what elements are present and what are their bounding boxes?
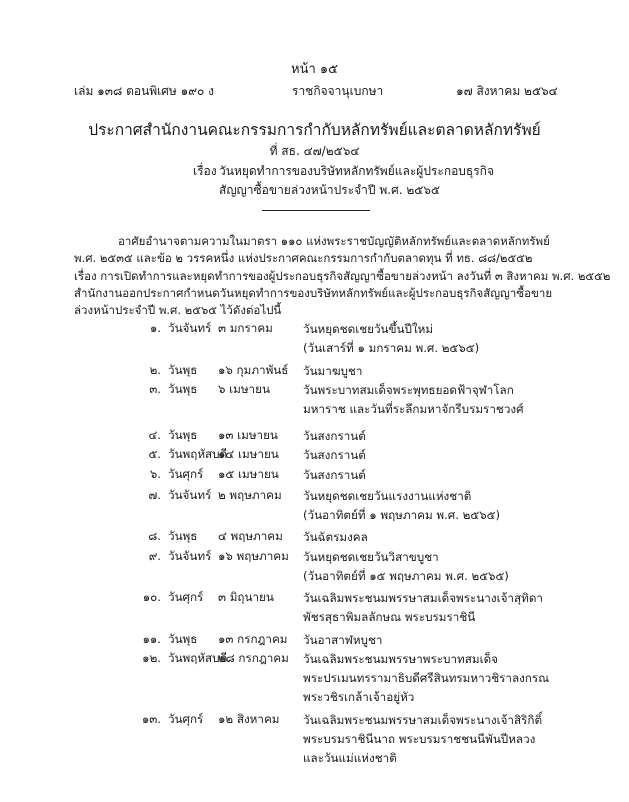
holiday-date: ๑๒ สิงหาคม: [218, 712, 280, 726]
holiday-name: [303, 528, 368, 547]
holiday-name-line: วันสงกรานต์: [303, 468, 366, 482]
holiday-date: ๒๘ กรกฎาคม: [218, 651, 289, 665]
subject-line-1: วันหยุดทำการของบริษัทหลักทรัพย์และผู้ประกอบธุรกิจ: [219, 164, 494, 178]
holiday-number: ๘.: [148, 529, 161, 543]
paragraph-line: สำนักงานออกประกาศกำหนดวันหยุดทำการของบริษัทหลักทรัพย์และผู้ประกอบธุรกิจสัญญาซื้อขาย: [74, 285, 553, 300]
holiday-date: ๔ พฤษภาคม: [218, 529, 283, 543]
gazette-date: ๑๗ สิงหาคม ๒๕๖๔: [456, 84, 558, 98]
holiday-date: ๓ มกราคม: [218, 321, 273, 335]
holiday-name: [303, 320, 479, 358]
holiday-name-line: วันฉัตรมงคล: [303, 530, 368, 544]
holiday-date: ๑๓ เมษายน: [218, 428, 278, 442]
holiday-weekday: วันจันทร์: [168, 321, 212, 335]
holiday-number: ๗.: [148, 488, 161, 502]
holiday-name-line: วันหยุดชดเชยวันขึ้นปีใหม่: [303, 322, 434, 336]
holiday-number: ๑๒.: [142, 651, 161, 665]
holiday-name-line: มหาราช และวันที่ระลึกมหาจักรีบรมราชวงศ์: [303, 402, 524, 416]
holiday-date: ๑๓ กรกฎาคม: [218, 632, 288, 646]
holiday-name-line: (วันเสาร์ที่ ๑ มกราคม พ.ศ. ๒๕๖๕): [303, 341, 480, 355]
holiday-weekday: วันศุกร์: [168, 712, 204, 726]
holiday-name: [303, 466, 366, 485]
holiday-weekday: วันพุธ: [168, 428, 198, 442]
subject-block: [193, 162, 494, 200]
holiday-weekday: วันพุธ: [168, 632, 198, 646]
holiday-name: [303, 362, 362, 381]
paragraph-line: ล่วงหน้าประจำปี พ.ศ. ๒๕๖๕ ไว้ดังต่อไปนี้: [74, 303, 282, 318]
holiday-number: ๓.: [149, 382, 161, 396]
holiday-number: ๑๑.: [142, 632, 161, 646]
document-number: ที่ สธ. ๔๗/๒๕๖๔: [269, 144, 360, 158]
holiday-number: ๙.: [148, 549, 161, 563]
holiday-weekday: วันพฤหัสบดี: [168, 447, 228, 461]
paragraph-line: อาศัยอำนาจตามความในมาตรา ๑๑๐ แห่งพระราชบัญญัติหลักทรัพย์และตลาดหลักทรัพย์: [118, 234, 550, 248]
holiday-name-line: พัชรสุธาพิมลลักษณ พระบรมราชินี: [303, 610, 476, 624]
holiday-name-line: วันหยุดชดเชยวันวิสาขบูชา: [303, 550, 439, 564]
holiday-name-line: พระปรเมนทรรามาธิบดีศรีสินทรมหาวชิราลงกรณ: [303, 671, 550, 685]
preamble-paragraph: [74, 233, 611, 319]
holiday-name-line: พระบรมราชินีนาถ พระบรมราชชนนีพันปีหลวง: [303, 732, 536, 746]
paragraph-line: พ.ศ. ๒๕๓๕ และข้อ ๒ วรรคหนึ่ง แห่งประกาศคณะกรรมการกำกับตลาดทุน ที่ ทธ. ๘๘/๒๕๕๒: [74, 251, 533, 266]
holiday-name: [303, 711, 542, 768]
holiday-date: ๖ เมษายน: [218, 382, 270, 396]
holiday-number: ๑.: [149, 321, 161, 335]
holiday-name-line: วันเฉลิมพระชนมพรรษาสมเด็จพระนางเจ้าสิริกิติ์: [303, 713, 543, 727]
holiday-name: [303, 487, 500, 525]
holiday-name-line: วันสงกรานต์: [303, 429, 366, 443]
holiday-name-line: พระวชิรเกล้าเจ้าอยู่หัว: [303, 690, 415, 704]
holiday-number: ๔.: [148, 428, 161, 442]
holiday-weekday: วันพุธ: [168, 382, 198, 396]
holiday-date: ๑๔ เมษายน: [218, 447, 279, 461]
holiday-name: [303, 589, 543, 627]
holiday-name-line: วันหยุดชดเชยวันแรงงานแห่งชาติ: [303, 489, 472, 503]
holiday-name: [303, 427, 366, 446]
holiday-weekday: วันพุธ: [168, 529, 198, 543]
subject-line-2: สัญญาซื้อขายล่วงหน้าประจำปี พ.ศ. ๒๕๖๕: [219, 183, 441, 197]
holiday-name: [303, 446, 366, 465]
holiday-date: ๑๖ กุมภาพันธ์: [218, 363, 289, 377]
announcement-title: ประกาศสำนักงานคณะกรรมการกำกับหลักทรัพย์และตลาดหลักทรัพย์: [88, 121, 541, 139]
holiday-name-line: (วันอาทิตย์ที่ ๑๕ พฤษภาคม พ.ศ. ๒๕๖๕): [303, 569, 509, 583]
gazette-volume: เล่ม ๑๓๘ ตอนพิเศษ ๑๙๐ ง: [74, 84, 215, 98]
holiday-name-line: วันเฉลิมพระชนมพรรษาสมเด็จพระนางเจ้าสุทิดา: [303, 591, 543, 605]
holiday-number: ๑๐.: [142, 590, 161, 604]
holiday-weekday: วันพฤหัสบดี: [168, 651, 228, 665]
gazette-name: ราชกิจจานุเบกษา: [292, 84, 384, 98]
holiday-name: [303, 631, 382, 650]
title-divider: [262, 210, 370, 211]
holiday-name-line: วันอาสาฬหบูชา: [303, 633, 383, 647]
holiday-name: [303, 650, 549, 707]
holiday-weekday: วันศุกร์: [168, 590, 204, 604]
holiday-number: ๕.: [148, 447, 161, 461]
paragraph-line: เรื่อง การเปิดทำการและหยุดทำการของผู้ประกอบธุรกิจสัญญาซื้อขายล่วงหน้า ลงวันที่ ๓ สิงหาคม พ.ศ. ๒๕๕๒: [74, 268, 611, 283]
holiday-name-line: วันพระบาทสมเด็จพระพุทธยอดฟ้าจุฬาโลก: [303, 383, 514, 397]
holiday-name-line: วันสงกรานต์: [303, 448, 366, 462]
holiday-name-line: วันเฉลิมพระชนมพรรษาพระบาทสมเด็จ: [303, 652, 499, 666]
page-number: หน้า ๑๕: [291, 62, 338, 77]
holiday-number: ๖.: [149, 467, 161, 481]
holiday-date: ๑๖ พฤษภาคม: [218, 549, 289, 563]
holiday-name-line: และวันแม่แห่งชาติ: [303, 751, 397, 765]
subject-label: เรื่อง: [193, 164, 217, 178]
holiday-number: ๒.: [149, 363, 161, 377]
holiday-weekday: วันพุธ: [168, 363, 198, 377]
holiday-weekday: วันจันทร์: [168, 549, 212, 563]
holiday-number: ๑๓.: [141, 712, 161, 726]
holiday-name: [303, 381, 524, 419]
holiday-name: [303, 548, 509, 586]
holiday-weekday: วันศุกร์: [168, 467, 204, 481]
holiday-date: ๑๕ เมษายน: [218, 467, 279, 481]
holiday-name-line: (วันอาทิตย์ที่ ๑ พฤษภาคม พ.ศ. ๒๕๖๕): [303, 508, 501, 522]
holiday-name-line: วันมาฆบูชา: [303, 364, 363, 378]
holiday-weekday: วันจันทร์: [168, 488, 212, 502]
holiday-date: ๒ พฤษภาคม: [218, 488, 282, 502]
holiday-date: ๓ มิถุนายน: [218, 590, 274, 604]
